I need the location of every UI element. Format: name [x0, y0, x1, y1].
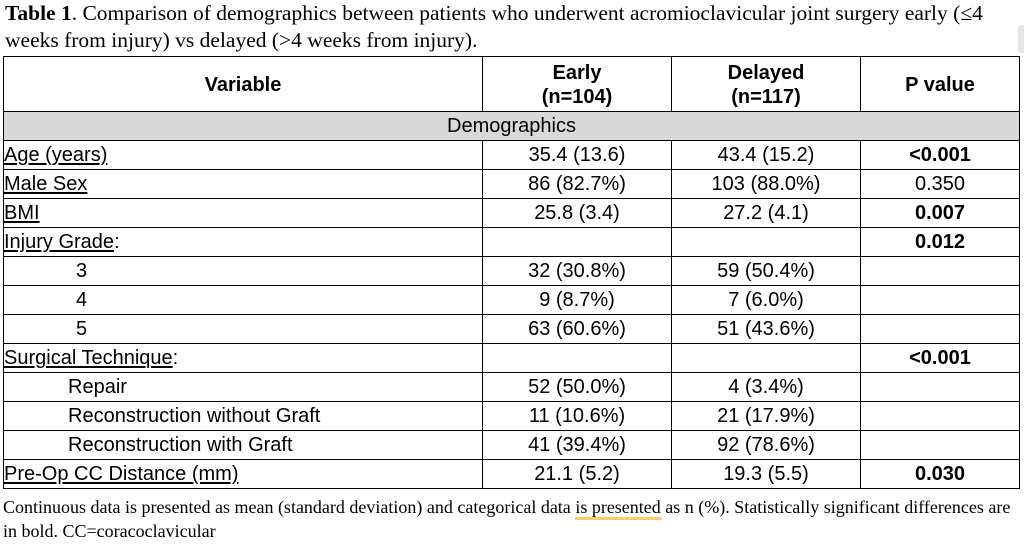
early-value: 35.4 (13.6): [483, 141, 672, 170]
row-label: Reconstruction without Graft: [4, 402, 483, 431]
p-value: 0.030: [861, 460, 1020, 489]
early-value: 11 (10.6%): [483, 402, 672, 431]
early-value: 86 (82.7%): [483, 170, 672, 199]
table-label: Table 1: [5, 1, 72, 25]
row-label: Injury Grade:: [4, 228, 483, 257]
row-label: 4: [4, 286, 483, 315]
delayed-value: 103 (88.0%): [672, 170, 861, 199]
early-value: 32 (30.8%): [483, 257, 672, 286]
scrollbar-edge[interactable]: [1018, 25, 1024, 53]
table-row: [4, 141, 1020, 170]
p-value: 0.012: [861, 228, 1020, 257]
section-label: Demographics: [4, 112, 1020, 141]
p-value: [861, 431, 1020, 460]
delayed-value: 21 (17.9%): [672, 402, 861, 431]
early-value: [483, 344, 672, 373]
p-value: [861, 373, 1020, 402]
delayed-value: 43.4 (15.2): [672, 141, 861, 170]
table-row: [4, 431, 1020, 460]
table-row: [4, 286, 1020, 315]
header-early: Early (n=104): [483, 57, 672, 112]
demographics-table: [3, 56, 1020, 489]
table-row: [4, 228, 1020, 257]
delayed-value: [672, 344, 861, 373]
table-footnote: Continuous data is presented as mean (standard deviation) and categorical data is presented as n (%). Statistically significant differences are in bold. CC=coracoclavicular: [3, 497, 1011, 541]
row-label: 5: [4, 315, 483, 344]
header-variable: Variable: [4, 57, 483, 112]
row-label: Repair: [4, 373, 483, 402]
p-value: [861, 286, 1020, 315]
early-value: 25.8 (3.4): [483, 199, 672, 228]
header-pvalue: P value: [861, 57, 1020, 112]
delayed-value: 7 (6.0%): [672, 286, 861, 315]
delayed-value: 4 (3.4%): [672, 373, 861, 402]
row-label: Surgical Technique:: [4, 344, 483, 373]
section-row: [4, 112, 1020, 141]
row-label: BMI: [4, 199, 483, 228]
delayed-value: 59 (50.4%): [672, 257, 861, 286]
table-row: [4, 460, 1020, 489]
p-value: <0.001: [861, 344, 1020, 373]
p-value: [861, 257, 1020, 286]
row-label: 3: [4, 257, 483, 286]
early-value: 63 (60.6%): [483, 315, 672, 344]
table-row: [4, 402, 1020, 431]
row-label: Pre-Op CC Distance (mm): [4, 460, 483, 489]
header-delayed: Delayed (n=117): [672, 57, 861, 112]
table-row: [4, 373, 1020, 402]
highlighted-text[interactable]: is presented: [575, 497, 660, 520]
delayed-value: 19.3 (5.5): [672, 460, 861, 489]
table-row: [4, 344, 1020, 373]
table-row: [4, 315, 1020, 344]
row-label: Age (years): [4, 141, 483, 170]
p-value: <0.001: [861, 141, 1020, 170]
early-value: 52 (50.0%): [483, 373, 672, 402]
table-caption: [5, 0, 1005, 54]
early-value: 41 (39.4%): [483, 431, 672, 460]
delayed-value: 27.2 (4.1): [672, 199, 861, 228]
early-value: 9 (8.7%): [483, 286, 672, 315]
caption-text: . Comparison of demographics between patients who underwent acromioclavicular joint surgery early (≤4 weeks from injury) vs delayed (>4 weeks from injury).: [5, 1, 983, 52]
p-value: 0.350: [861, 170, 1020, 199]
p-value: [861, 315, 1020, 344]
p-value: 0.007: [861, 199, 1020, 228]
delayed-value: 51 (43.6%): [672, 315, 861, 344]
table-row: [4, 170, 1020, 199]
early-value: [483, 228, 672, 257]
header-row: [4, 57, 1020, 112]
early-value: 21.1 (5.2): [483, 460, 672, 489]
p-value: [861, 402, 1020, 431]
table-row: [4, 257, 1020, 286]
table-row: [4, 199, 1020, 228]
delayed-value: 92 (78.6%): [672, 431, 861, 460]
row-label: Reconstruction with Graft: [4, 431, 483, 460]
row-label: Male Sex: [4, 170, 483, 199]
delayed-value: [672, 228, 861, 257]
